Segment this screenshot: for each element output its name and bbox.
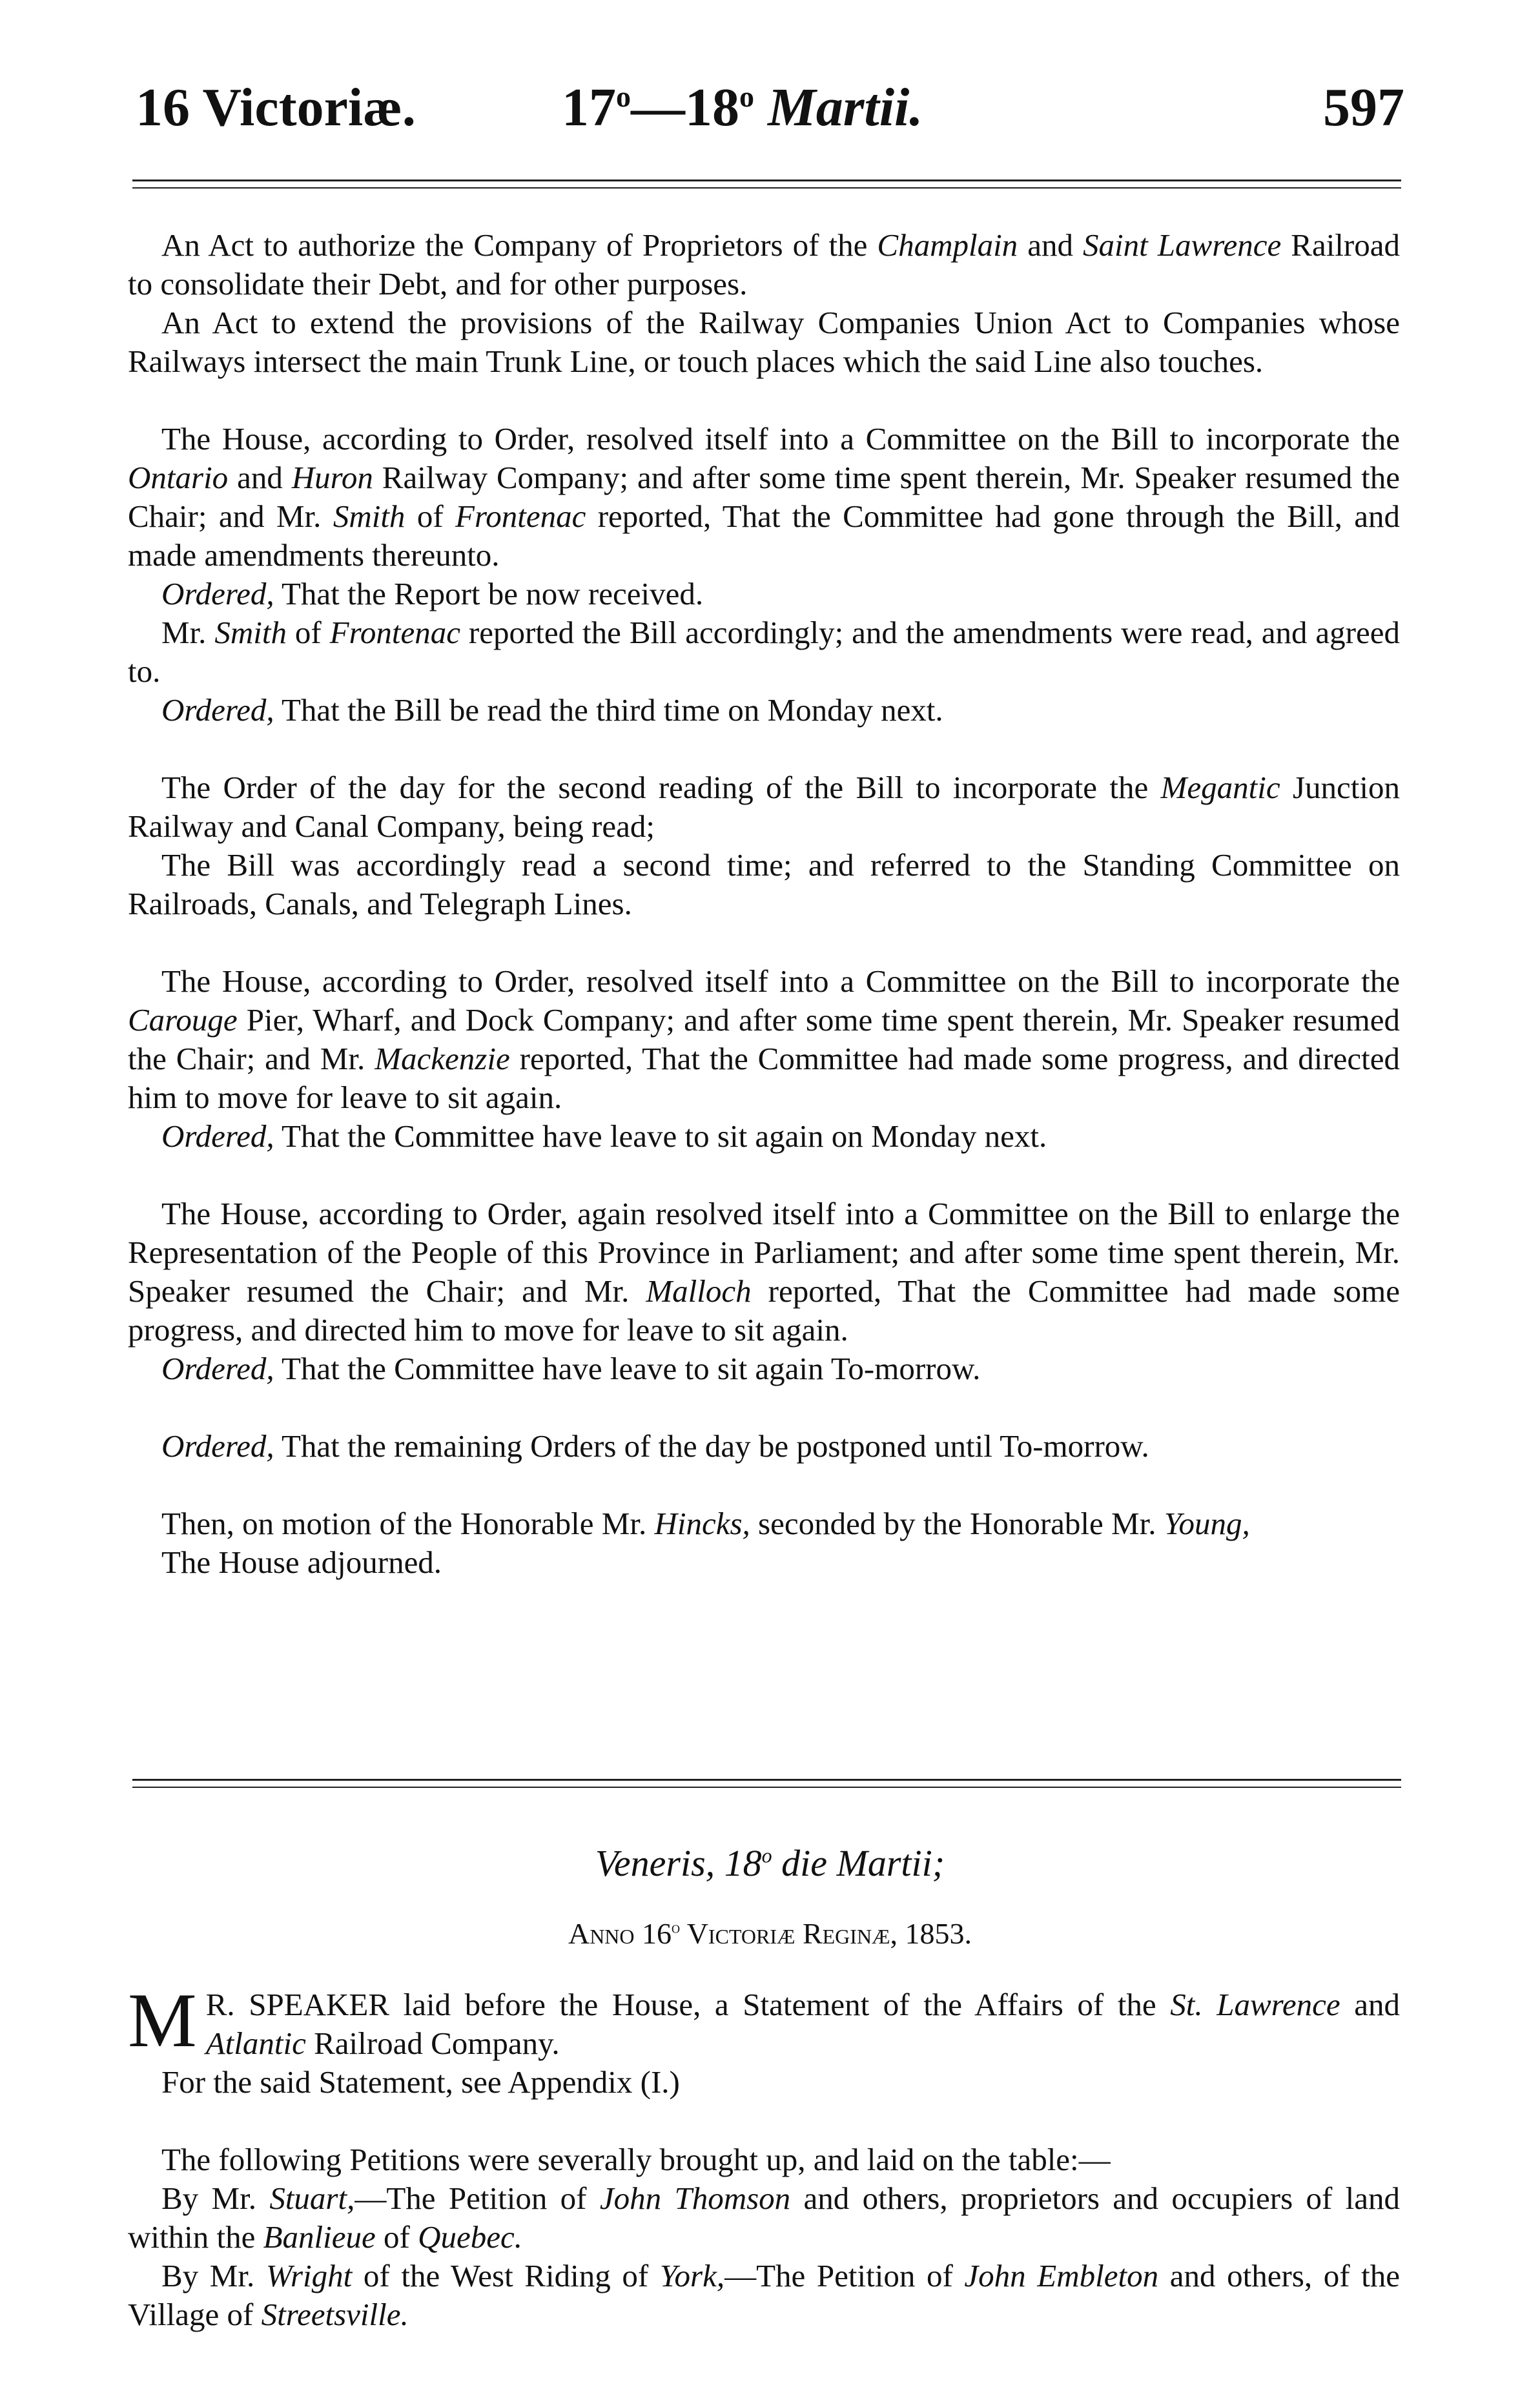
section-rule-inner [132,1787,1401,1788]
paragraph-smith-reported: Mr. Smith of Frontenac reported the Bill accordingly; and the amendments were read, and agreed to. [128,615,1400,689]
act-title-1: An Act to authorize the Company of Proprietors of the Champlain and Saint Lawrence Railroad to consolidate their Debt, and for other purposes. [128,227,1400,302]
order-sit-monday: Ordered, That the Committee have leave to sit again on Monday next. [161,1118,1047,1154]
house-adjourned: The House adjourned. [161,1544,442,1580]
regnal-dateline: Anno 16$^o$ Victoriæ Reginæ, 1853. [568,1917,972,1950]
order-postponed: Ordered, That the remaining Orders of the day be postponed until To-morrow. [161,1428,1149,1464]
petitions-intro: The following Petitions were severally brought up, and laid on the table:— [161,2142,1111,2177]
body-text [128,226,1400,1582]
paragraph-representation: The House, according to Order, again resolved itself into a Committee on the Bill to enlarge the Representation of the People of this Province in Parliament; and after some time spent therein, Mr. Speaker resumed the Chair; and Mr. Malloch reported, That the Committee had made some progress, and directed him to move for leave to sit again. [128,1196,1400,1348]
paragraph-speaker-statement: M R. SPEAKER laid before the House, a Statement of the Affairs of the St. Lawrence and Atlantic Railroad Company. [128,1977,1401,2063]
order-third-reading: Ordered, That the Bill be read the third time on Monday next. [161,692,943,728]
paragraph-megantic: The Order of the day for the second reading of the Bill to incorporate the Megantic Junction Railway and Canal Company, being read; [128,770,1400,844]
act-title-2: An Act to extend the provisions of the Railway Companies Union Act to Companies whose Railways intersect the main Trunk Line, or touch places which the said Line also touches. [128,305,1400,379]
header-regnal-year: 16 Victoriæ. [136,77,416,138]
section-rule [132,1779,1401,1781]
running-header [136,76,1404,147]
order-sit-tomorrow: Ordered, That the Committee have leave to sit again To-morrow. [161,1351,981,1386]
petition-stuart: By Mr. Stuart,—The Petition of John Thomson and others, proprietors and occupiers of land within the Banlieue of Quebec. [128,2180,1401,2255]
paragraph-motion: Then, on motion of the Honorable Mr. Hincks, seconded by the Honorable Mr. Young, [161,1506,1250,1541]
header-date: 17$^o$—18$^o$ Martii. [562,77,923,138]
paragraph-ontario-huron: The House, according to Order, resolved itself into a Committee on the Bill to incorporate the Ontario and Huron Railway Company; and after some time spent therein, Mr. Speaker resumed the Chair; and Mr. Smith of Frontenac reported, That the Committee had gone through the Bill, and made amendments thereunto. [128,421,1401,573]
petition-wright: By Mr. Wright of the West Riding of York,—The Petition of John Embleton and others, of the Village of Streetsville. [128,2258,1400,2332]
drop-cap: M [128,1977,197,2063]
body-text-second [128,1977,1401,2334]
page-number: 597 [1323,77,1404,138]
paragraph-carouge: The House, according to Order, resolved itself into a Committee on the Bill to incorporate the Carouge Pier, Wharf, and Dock Company; and after some time spent therein, Mr. Speaker resumed the Chair; and Mr. Mackenzie reported, That the Committee had made some progress, and directed him to move for leave to sit again. [128,963,1400,1115]
header-rule [132,179,1401,181]
appendix-reference: For the said Statement, see Appendix (I.) [161,2064,680,2100]
header-rule-inner [132,187,1401,189]
order-report-received: Ordered, That the Report be now received. [161,576,704,611]
paragraph-second-reading: The Bill was accordingly read a second time; and referred to the Standing Committee on Railroads, Canals, and Telegraph Lines. [128,847,1400,921]
session-date: Veneris, 18$^o$ die Martii; [595,1842,945,1884]
